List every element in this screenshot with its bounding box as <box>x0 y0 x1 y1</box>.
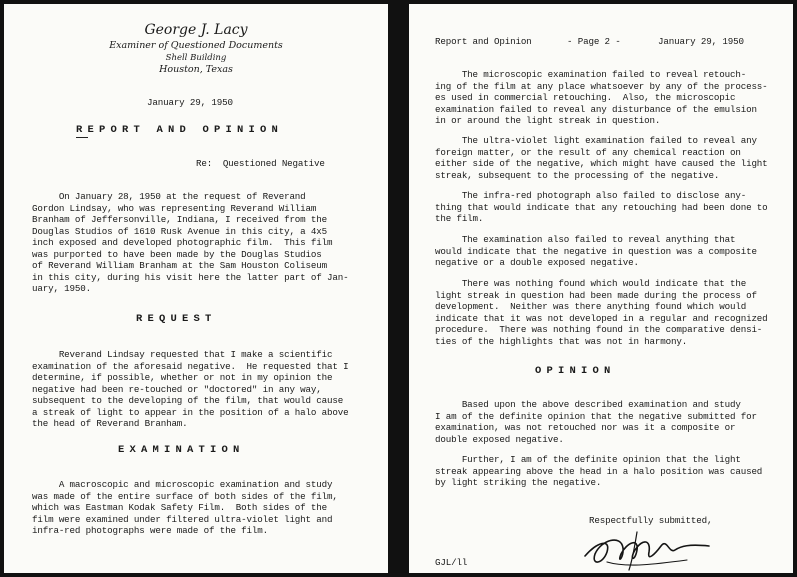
text-line: On January 28, 1950 at the request of Reverand <box>32 191 306 202</box>
text-line: thing that would indicate that any retouching had been done to <box>435 201 768 213</box>
opinion-heading: OPINION <box>535 365 616 377</box>
page-header-date: January 29, 1950 <box>658 36 744 47</box>
text-line: was purported to have been made by the Douglas Studios <box>32 248 322 260</box>
text-line: either side of the negative, which might have caused the light <box>435 158 768 169</box>
text-line: inch exposed and developed photographic film. This film <box>32 237 333 248</box>
text-line: Reverand Lindsay requested that I make a scientific <box>32 349 333 360</box>
text-line: The microscopic examination failed to reveal retouch- <box>435 69 747 80</box>
report-date: January 29, 1950 <box>147 97 233 108</box>
text-line: Gordon Lindsay, who was representing Reverand William <box>32 202 317 214</box>
text-line: the film. <box>435 213 484 224</box>
report-page-2 <box>409 4 793 573</box>
text-line: in or around the light streak in question. <box>435 115 661 126</box>
text-line: streak, subsequent to the processing of the negative. <box>435 169 720 181</box>
text-line: subsequent to the developing of the film, that would cause <box>32 395 344 406</box>
text-line: foreign matter, or the result of any chemical reaction on <box>435 146 741 158</box>
text-line: examination of the aforesaid negative. He requested that I <box>32 360 349 372</box>
text-line: development. Neither was there anything found which would <box>435 301 747 312</box>
text-line: ing of the film at any place whatsoever by any of the process- <box>435 80 768 92</box>
text-line: The infra-red photograph also failed to disclose any- <box>435 190 747 201</box>
page-header-left: Report and Opinion <box>435 36 532 47</box>
text-line: by light striking the negative. <box>435 477 602 488</box>
text-line: indicate that it was not developed in a regular and recognized <box>435 312 768 324</box>
text-line: would indicate that the negative in question was a composite <box>435 245 757 257</box>
text-line: negative or a double exposed negative. <box>435 257 639 268</box>
letterhead-title: Examiner of Questioned Documents <box>109 40 283 51</box>
typist-initials: GJL/ll <box>435 557 468 568</box>
text-line: a streak of light to appear in the position of a halo above <box>32 406 349 418</box>
text-line: procedure. There was nothing found in the comparative densi- <box>435 324 763 335</box>
text-line: uary, 1950. <box>32 283 91 294</box>
text-line: streak appearing above the head in a halo position was caused <box>435 465 763 477</box>
text-line: light streak in question had been made during the process of <box>435 289 757 301</box>
request-heading: REQUEST <box>136 313 217 325</box>
text-line: Branham of Jeffersonville, Indiana, I received from the <box>32 214 327 225</box>
re-line: Re: Questioned Negative <box>196 158 325 169</box>
text-line: double exposed negative. <box>435 433 564 445</box>
text-line: I am of the definite opinion that the negative submitted for <box>435 410 757 422</box>
letterhead-city: Houston, Texas <box>159 64 233 75</box>
closing-line: Respectfully submitted, <box>589 515 713 526</box>
text-line: in this city, during his visit here the latter part of Jan- <box>32 271 349 283</box>
text-line: infra-red photographs were made of the film. <box>32 525 268 536</box>
text-line: film were examined under filtered ultra-violet light and <box>32 513 333 525</box>
text-line: examination failed to reveal any disturbance of the emulsion <box>435 103 757 115</box>
text-line: negative had been re-touched or "doctored" in any way, <box>32 383 322 395</box>
text-line: examination, was not retouched nor was it a composite or <box>435 422 736 433</box>
text-line: Based upon the above described examination and study <box>435 399 741 410</box>
text-line: of Reverand William Branham at the Sam Houston Coliseum <box>32 260 327 271</box>
text-line: was made of the entire surface of both sides of the film, <box>32 490 338 502</box>
text-line: There was nothing found which would indicate that the <box>435 278 747 289</box>
report-page-1 <box>4 4 388 573</box>
text-line: Further, I am of the definite opinion that the light <box>435 454 741 465</box>
page-header-center: - Page 2 - <box>567 36 621 47</box>
text-line: determine, if possible, whether or not in my opinion the <box>32 372 333 383</box>
text-line: The examination also failed to reveal anything that <box>435 234 736 245</box>
text-line: es used in commercial retouching. Also, the microscopic <box>435 92 736 103</box>
report-and-opinion-heading: REPORT AND OPINION <box>76 124 284 136</box>
text-line: The ultra-violet light examination failed to reveal any <box>435 135 757 146</box>
letterhead-name: George J. Lacy <box>144 22 248 38</box>
examination-heading: EXAMINATION <box>118 444 245 456</box>
text-line: Douglas Studios of 1610 Rusk Avenue in this city, a 4x5 <box>32 225 327 237</box>
text-line: the head of Reverand Branham. <box>32 418 188 429</box>
letterhead-building: Shell Building <box>165 53 227 63</box>
text-line: A macroscopic and microscopic examination and study <box>32 479 333 490</box>
text-line: which was Eastman Kodak Safety Film. Both sides of the <box>32 502 327 513</box>
text-line: ties of the highlights that was not in harmony. <box>435 335 688 347</box>
